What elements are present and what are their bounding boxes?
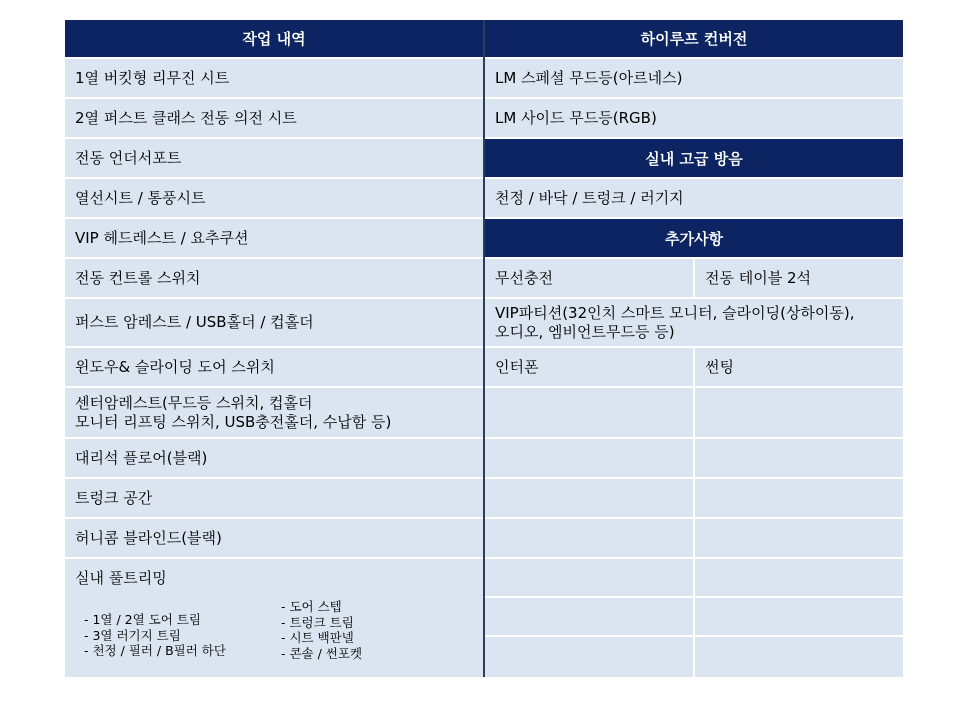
work-item-row: 퍼스트 암레스트 / USB홀더 / 컵홀더 xyxy=(65,299,483,346)
trim-item: - 1열 / 2열 도어 트림 xyxy=(84,612,201,627)
work-item-row xyxy=(65,388,483,437)
option-cell: 썬팅 xyxy=(695,348,903,386)
trim-list-a xyxy=(84,612,226,659)
work-item-row: 2열 퍼스트 클래스 전동 의전 시트 xyxy=(65,99,483,137)
interior-trim-title: 실내 풀트리밍 xyxy=(75,569,167,587)
empty-cell xyxy=(695,479,903,517)
empty-cell xyxy=(485,598,693,635)
empty-cell xyxy=(485,519,693,557)
center-armrest-line-2: 모니터 리프팅 스위치, USB충전홀더, 수납함 등) xyxy=(75,412,392,431)
column-divider xyxy=(483,20,485,677)
trim-item: - 천정 / 필러 / B필러 하단 xyxy=(84,643,226,658)
trim-item: - 콘솔 / 썬포켓 xyxy=(281,645,363,661)
option-cell: 인터폰 xyxy=(485,348,693,386)
empty-cell xyxy=(695,598,903,635)
vip-partition-line-1: VIP파티션(32인치 스마트 모니터, 슬라이딩(상하이동), xyxy=(495,303,855,322)
trim-item: - 도어 스텝 xyxy=(281,599,342,614)
work-item-row: 열선시트 / 통풍시트 xyxy=(65,179,483,217)
option-cell xyxy=(485,299,903,346)
work-items-header: 작업 내역 xyxy=(65,20,483,57)
empty-cell xyxy=(485,637,693,677)
work-item-row: 전동 컨트롤 스위치 xyxy=(65,259,483,297)
trim-item: - 3열 러기지 트림 xyxy=(84,627,181,643)
empty-cell xyxy=(695,388,903,437)
work-item-row: 트렁크 공간 xyxy=(65,479,483,517)
empty-cell xyxy=(695,519,903,557)
work-item-row: VIP 헤드레스트 / 요추쿠션 xyxy=(65,219,483,257)
soundproof-row: 천정 / 바닥 / 트렁크 / 러기지 xyxy=(485,179,903,217)
high-roof-row: LM 사이드 무드등(RGB) xyxy=(485,99,903,137)
work-item-row: 허니콤 블라인드(블랙) xyxy=(65,519,483,557)
work-item-row: 1열 버킷형 리무진 시트 xyxy=(65,59,483,97)
vip-partition-line-2: 오디오, 엠비언트무드등 등) xyxy=(495,322,675,341)
trim-item: - 트렁크 트림 xyxy=(281,614,354,630)
empty-cell xyxy=(485,479,693,517)
empty-cell xyxy=(695,439,903,477)
work-item-row: 대리석 플로어(블랙) xyxy=(65,439,483,477)
trim-item: - 시트 백판넬 xyxy=(281,630,354,645)
empty-cell xyxy=(485,559,693,596)
work-item-row: 전동 언더서포트 xyxy=(65,139,483,177)
option-cell: 무선충전 xyxy=(485,259,693,297)
empty-cell xyxy=(695,637,903,677)
empty-cell xyxy=(695,559,903,596)
options-header: 추가사항 xyxy=(485,219,903,257)
empty-cell xyxy=(485,388,693,437)
high-roof-row: LM 스페셜 무드등(아르네스) xyxy=(485,59,903,97)
work-item-row: 윈도우& 슬라이딩 도어 스위치 xyxy=(65,348,483,386)
option-cell: 전동 테이블 2석 xyxy=(695,259,903,297)
trim-list-b xyxy=(281,599,362,661)
center-armrest-line-1: 센터암레스트(무드등 스위치, 컵홀더 xyxy=(75,393,313,412)
high-roof-header: 하이루프 컨버전 xyxy=(485,20,903,57)
soundproof-header: 실내 고급 방음 xyxy=(485,139,903,177)
empty-cell xyxy=(485,439,693,477)
